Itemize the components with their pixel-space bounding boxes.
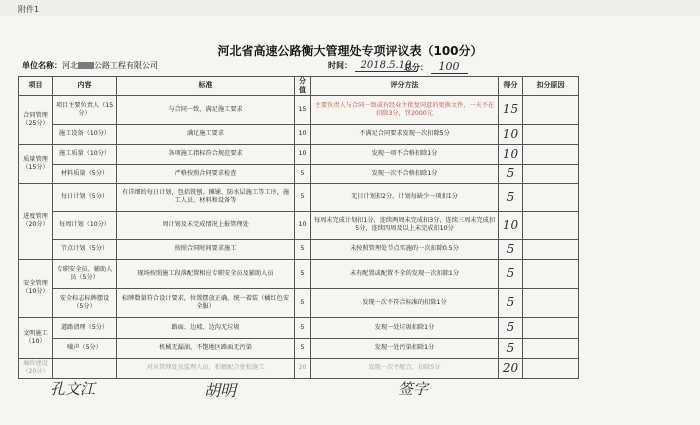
- row-points: 10: [295, 144, 311, 164]
- page-edge: [0, 0, 700, 16]
- row-method: 无日计划扣2分，计划每缺少一项扣1分: [311, 183, 499, 211]
- unit-line: [22, 60, 158, 71]
- table-row: [19, 317, 579, 338]
- row-points: 5: [295, 317, 311, 338]
- row-standard: 各项施工指标符合规范要求: [117, 144, 295, 164]
- row-method: 未按照管理处节点实施的一次扣除0.5分: [311, 239, 499, 259]
- row-points: 5: [295, 288, 311, 317]
- row-score: 5: [499, 239, 523, 259]
- row-content: 项目主要负责人（15分）: [53, 95, 117, 124]
- row-score: 20: [499, 358, 523, 378]
- total-label: 总分：: [404, 63, 428, 72]
- table-row: [19, 288, 579, 317]
- signature-left: 孔文江: [50, 380, 96, 398]
- row-method: 发现一次不符合标准的扣除1分: [311, 288, 499, 317]
- row-method: 每周未完成计划扣1分，连续两周未完成扣3分，连续三周未完成扣5分，连续四周及以上未完成扣10分: [311, 211, 499, 239]
- unit-value-rest: 公路工程有限公司: [94, 61, 158, 70]
- total-value: 100: [431, 60, 468, 74]
- row-score: 5: [499, 317, 523, 338]
- row-points: 10: [295, 124, 311, 144]
- row-score: 10: [499, 211, 523, 239]
- row-content: 每周计划（10分）: [53, 211, 117, 239]
- row-method: 不满足合同要求发现一次扣除5分: [311, 124, 499, 144]
- row-points: 5: [295, 239, 311, 259]
- row-score: 5: [499, 259, 523, 288]
- row-points: 5: [295, 259, 311, 288]
- row-standard: 严格按照合同要求检查: [117, 164, 295, 183]
- row-standard: 标牌数量符合设计要求，位置摆放正确，统一着装（橘红色安全服）: [117, 288, 295, 317]
- row-content: 专职安全员、辅助人员（5分）: [53, 259, 117, 288]
- header-content: 内容: [53, 77, 117, 96]
- row-points: 20: [295, 358, 311, 378]
- row-points: 15: [295, 95, 311, 124]
- redacted-mark: [78, 62, 94, 69]
- row-standard: 路面、边坡、边沟无垃圾: [117, 317, 295, 338]
- row-score: 5: [499, 183, 523, 211]
- table-row: [19, 259, 579, 288]
- table-row: [19, 338, 579, 358]
- header-score: 得分: [499, 77, 523, 96]
- row-reason: [523, 144, 579, 164]
- row-score: 10: [499, 124, 523, 144]
- row-reason: [523, 288, 579, 317]
- row-reason: [523, 164, 579, 183]
- header-standard: 标准: [117, 77, 295, 96]
- signature-right: 签字: [398, 380, 429, 398]
- row-method: 发现一次不配合，扣除5分: [311, 358, 499, 378]
- table-row: [19, 211, 579, 239]
- row-reason: [523, 317, 579, 338]
- row-points: 5: [295, 183, 311, 211]
- table-header-row: [19, 77, 579, 96]
- row-content: 道路清理（5分）: [53, 317, 117, 338]
- row-method: 发现一处污染扣除1分: [311, 338, 499, 358]
- row-reason: [523, 95, 579, 124]
- row-item: 合同管理（25分）: [19, 95, 53, 144]
- row-standard: 与合同一致，满足施工要求: [117, 95, 295, 124]
- table-row: [19, 239, 579, 259]
- row-content: 噪声（5分）: [53, 338, 117, 358]
- time-value: 2018.5.10: [355, 60, 418, 72]
- row-content: 每日计划（5分）: [53, 183, 117, 211]
- row-score: 15: [499, 95, 523, 124]
- table-row: [19, 144, 579, 164]
- row-item: 安全管理（10分）: [19, 259, 53, 317]
- row-content: 施工设备（10分）: [53, 124, 117, 144]
- row-score: 5: [499, 338, 523, 358]
- attachment-label: 附件1: [18, 5, 40, 14]
- row-standard: 按照合同时间要求施工: [117, 239, 295, 259]
- row-content: [53, 358, 117, 378]
- row-method: 发现一次不合格扣除1分: [311, 164, 499, 183]
- row-reason: [523, 259, 579, 288]
- row-reason: [523, 183, 579, 211]
- time-label: 时间：: [328, 61, 352, 70]
- row-content: 节点计划（5分）: [53, 239, 117, 259]
- row-score: 5: [499, 164, 523, 183]
- row-reason: [523, 358, 579, 378]
- row-points: 10: [295, 211, 311, 239]
- table-row: [19, 183, 579, 211]
- signature-middle: 胡明: [204, 381, 237, 400]
- row-method: 未有配置或配置不全的发现一次扣除1分: [311, 259, 499, 288]
- row-content: 施工质量（10分）: [53, 144, 117, 164]
- unit-value: 河北: [62, 61, 78, 70]
- row-method: 发现一项不合格扣除1分: [311, 144, 499, 164]
- total-line: [404, 60, 468, 73]
- row-method: 发现一处垃圾扣除1分: [311, 317, 499, 338]
- row-reason: [523, 239, 579, 259]
- row-item: 廉政建设（20分）: [19, 358, 53, 378]
- header-points: 分值: [295, 77, 311, 96]
- row-content: 材料质量（5分）: [53, 164, 117, 183]
- header-reason: 扣分原因: [523, 77, 579, 96]
- header-method: 评分方法: [311, 77, 499, 96]
- row-score: 10: [499, 144, 523, 164]
- table-row: [19, 124, 579, 144]
- row-points: 5: [295, 164, 311, 183]
- row-standard: 对从管理处及监理人员，积极配合宽松施工: [117, 358, 295, 378]
- table-row: [19, 95, 579, 124]
- unit-label: 单位名称：: [22, 61, 62, 70]
- row-standard: 满足施工要求: [117, 124, 295, 144]
- row-standard: 有详细的每日计划，包括铣刨、摊铺、防水层施工等工序，施工人员、材料和设备等: [117, 183, 295, 211]
- row-reason: [523, 338, 579, 358]
- row-standard: 机械无漏油，不饱地区路面无污染: [117, 338, 295, 358]
- row-method: 主要负责人与合同一致或有经业主批复同意的更换文件，一天不在扣除3分，罚2000元: [311, 95, 499, 124]
- row-standard: 现场按照施工段落配置相应专职安全员及辅助人员: [117, 259, 295, 288]
- row-points: 5: [295, 338, 311, 358]
- row-reason: [523, 124, 579, 144]
- row-reason: [523, 211, 579, 239]
- table-row: [19, 164, 579, 183]
- document-title: 河北省高速公路衡大管理处专项评议表（100分）: [217, 44, 483, 58]
- row-content: 安全标志标牌摆设（5分）: [53, 288, 117, 317]
- row-item: 文明施工（10）: [19, 317, 53, 358]
- row-item: 进度管理（20分）: [19, 183, 53, 259]
- evaluation-table: [18, 76, 579, 379]
- row-standard: 周计划及未完成情况上报管理处: [117, 211, 295, 239]
- header-item: 项目: [19, 77, 53, 96]
- row-item: 质量管理（15分）: [19, 144, 53, 183]
- row-score: 5: [499, 288, 523, 317]
- table-row: [19, 358, 579, 378]
